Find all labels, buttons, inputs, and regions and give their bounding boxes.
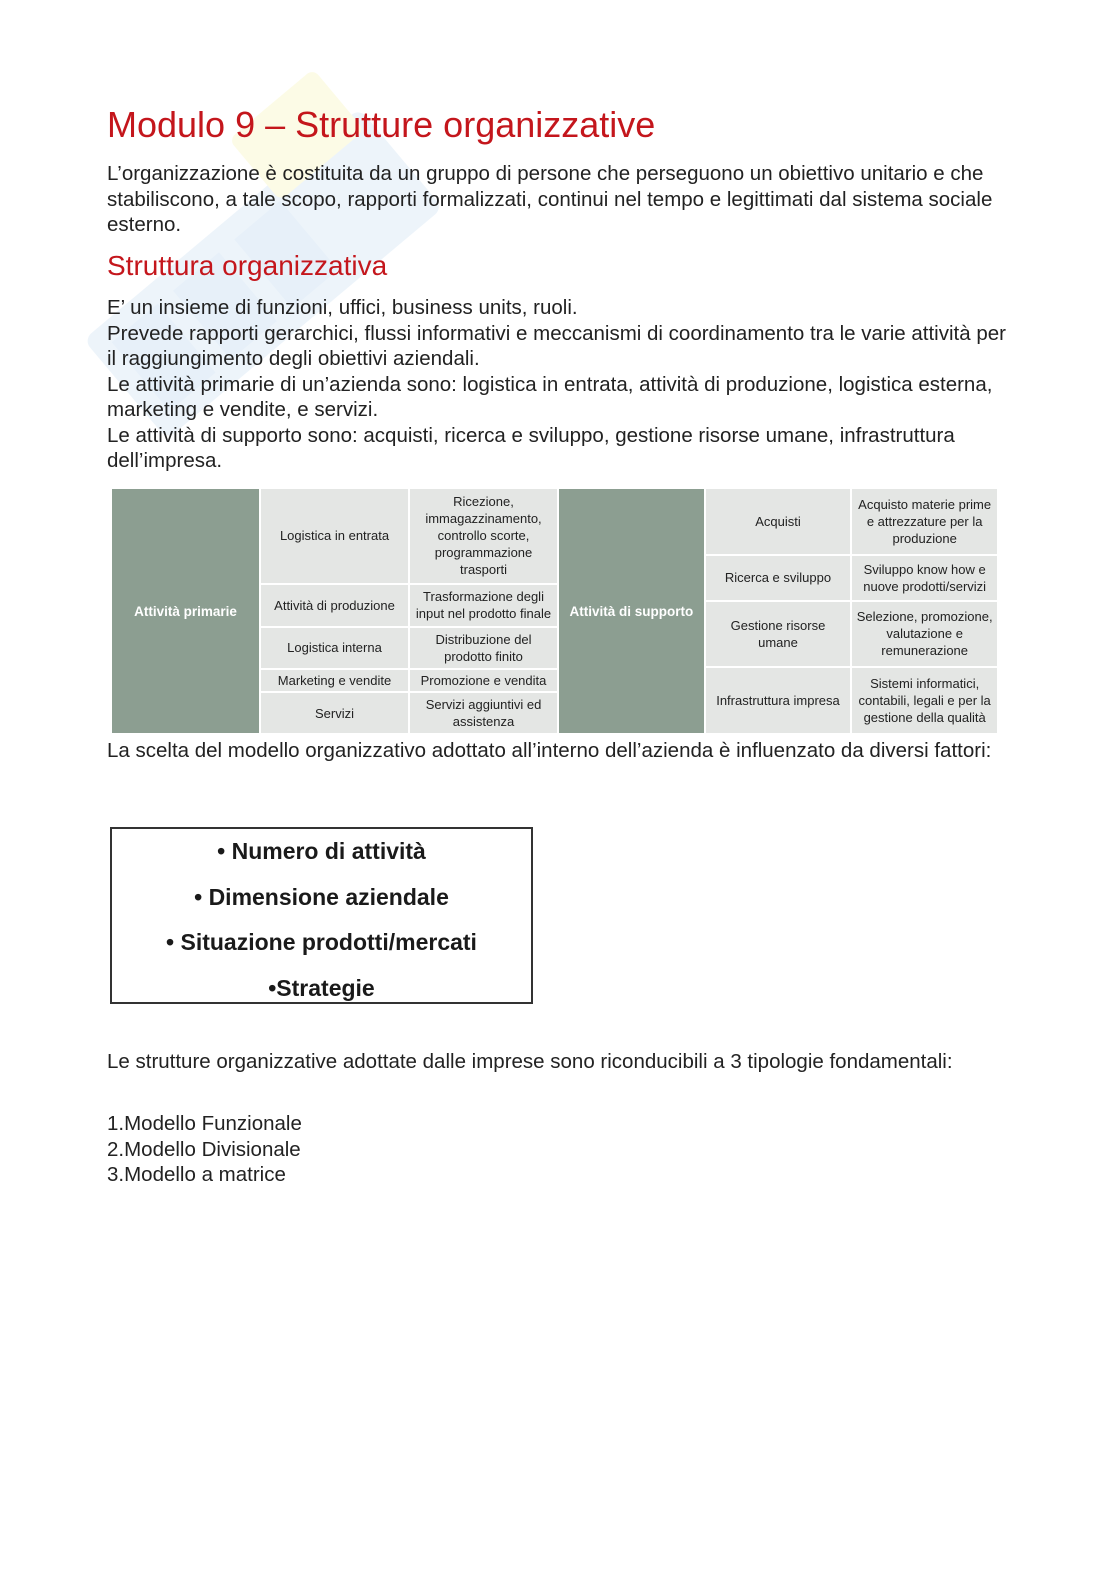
intro-paragraph: L’organizzazione è costituita da un gruppo di persone che perseguono un obiettivo unitario e che stabiliscono, a tale scopo, rapporti formalizzati, continui nel tempo e legittimati dal sistema sociale esterno.	[107, 162, 993, 236]
activities-table	[110, 487, 999, 735]
table-cell-activity: Attività di produzione	[261, 585, 408, 627]
paragraph: Le attività primarie di un’azienda sono: logistica in entrata, attività di produzione, logistica esterna, marketing e vendite, e servizi.	[107, 372, 993, 421]
support-activities-table	[557, 487, 999, 735]
table-cell-activity: Acquisti	[706, 489, 851, 554]
table-cell-activity: Gestione risorse umane	[706, 602, 851, 667]
factor-item: • Dimensione aziendale	[194, 883, 449, 910]
table-cell-description: Servizi aggiuntivi ed assistenza	[410, 693, 557, 733]
support-header: Attività di supporto	[559, 489, 704, 733]
table-cell-description: Trasformazione degli input nel prodotto finale	[410, 585, 557, 627]
table-cell-description: Sistemi informatici, contabili, legali e per la gestione della qualità	[852, 668, 997, 733]
list-item: 3.Modello a matrice	[107, 1163, 286, 1186]
table-cell-activity: Servizi	[261, 693, 408, 733]
paragraph: Prevede rapporti gerarchici, flussi informativi e meccanismi di coordinamento tra le varie attività per il raggiungimento degli obiettivi aziendali.	[107, 321, 1006, 370]
choice-paragraph: La scelta del modello organizzativo adottato all’interno dell’azienda è influenzato da diversi fattori:	[107, 739, 992, 762]
page-title: Modulo 9 – Strutture organizzative	[107, 104, 656, 145]
table-cell-description: Sviluppo know how e nuove prodotti/servizi	[852, 556, 997, 600]
table-cell-activity: Marketing e vendite	[261, 670, 408, 692]
list-item: 2.Modello Divisionale	[107, 1137, 301, 1161]
primary-activities-table	[110, 487, 559, 735]
definition-block	[107, 295, 1012, 474]
paragraph: Le attività di supporto sono: acquisti, ricerca e sviluppo, gestione risorse umane, infrastruttura dell’impresa.	[107, 423, 955, 472]
primary-header: Attività primarie	[112, 489, 259, 733]
list-item: 1.Modello Funzionale	[107, 1112, 302, 1135]
paragraph: E’ un insieme di funzioni, uffici, business units, ruoli.	[107, 296, 578, 319]
models-list	[107, 1111, 1012, 1188]
section-title: Struttura organizzativa	[107, 250, 388, 281]
table-cell-activity: Ricerca e sviluppo	[706, 556, 851, 600]
table-cell-description: Ricezione, immagazzinamento, controllo scorte, programmazione trasporti	[410, 489, 557, 583]
table-cell-activity: Logistica interna	[261, 628, 408, 668]
factor-item: •Strategie	[268, 974, 375, 1001]
factor-item: • Numero di attività	[217, 838, 426, 864]
table-cell-activity: Infrastruttura impresa	[706, 668, 851, 733]
table-cell-description: Promozione e vendita	[410, 670, 557, 692]
table-cell-description: Selezione, promozione, valutazione e remunerazione	[852, 602, 997, 667]
types-paragraph: Le strutture organizzative adottate dalle imprese sono riconducibili a 3 tipologie fondamentali:	[107, 1050, 953, 1073]
table-cell-activity: Logistica in entrata	[261, 489, 408, 583]
table-cell-description: Distribuzione del prodotto finito	[410, 628, 557, 668]
factors-box	[110, 827, 533, 1004]
table-cell-description: Acquisto materie prime e attrezzature per la produzione	[852, 489, 997, 554]
factor-item: • Situazione prodotti/mercati	[166, 929, 477, 955]
